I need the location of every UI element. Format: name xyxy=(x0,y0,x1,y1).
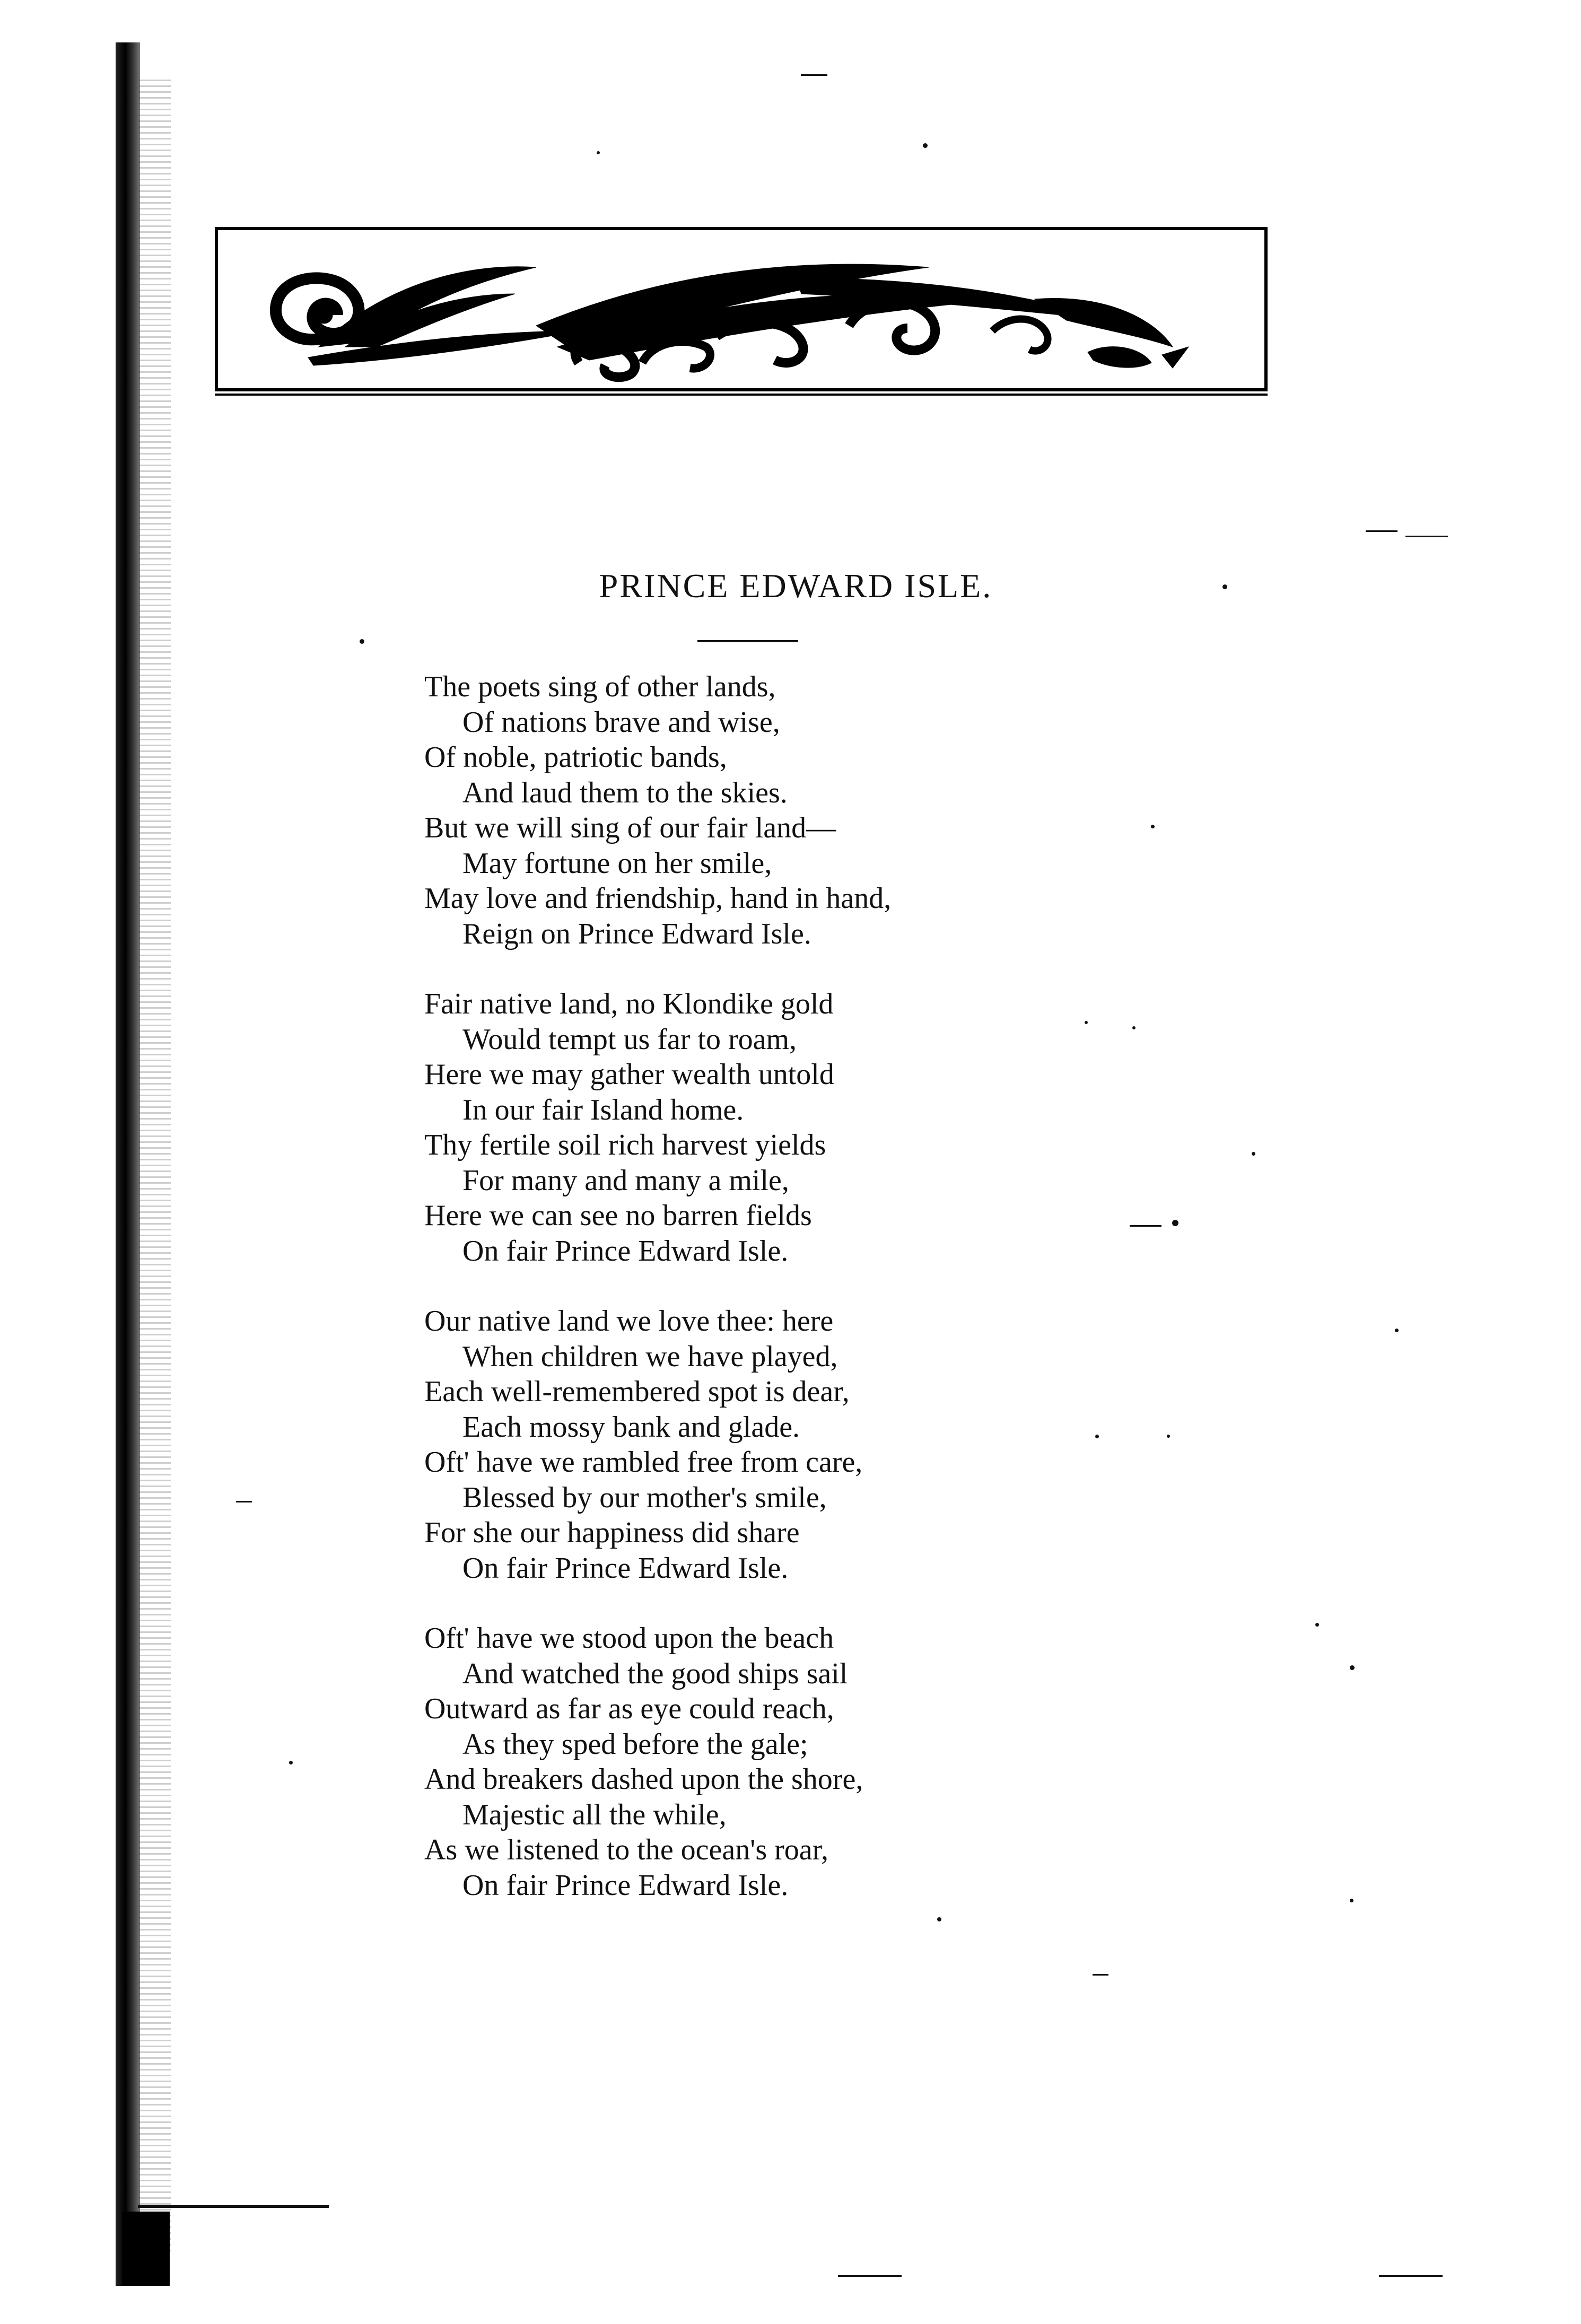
bottom-rule xyxy=(138,2205,329,2208)
binding-speckle xyxy=(139,80,171,2254)
scan-speck xyxy=(597,151,600,154)
scroll-flourish-icon xyxy=(239,241,1247,384)
poem-line: Blessed by our mother's smile, xyxy=(462,1481,827,1514)
scan-speck xyxy=(1132,1026,1135,1029)
binding-edge xyxy=(116,42,140,2286)
scan-speck xyxy=(937,1917,941,1921)
scan-speck xyxy=(1167,1435,1170,1438)
poem-line: Majestic all the while, xyxy=(462,1798,727,1831)
scan-speck xyxy=(1222,584,1227,589)
scan-speck xyxy=(1350,1665,1355,1670)
binding-foot xyxy=(122,2212,170,2286)
stanza xyxy=(424,1304,1114,1586)
title-rule xyxy=(697,640,798,642)
poem-line: Each well-remembered spot is dear, xyxy=(424,1375,850,1408)
poem-line: And watched the good ships sail xyxy=(462,1657,848,1690)
scan-mark xyxy=(838,2275,902,2277)
poem-line: May fortune on her smile, xyxy=(462,846,772,880)
poem-line: May love and friendship, hand in hand, xyxy=(424,882,892,915)
poem-line: Would tempt us far to roam, xyxy=(462,1023,797,1056)
poem-line: As they sped before the gale; xyxy=(462,1727,808,1761)
poem-title: PRINCE EDWARD ISLE. xyxy=(599,567,993,605)
scan-speck xyxy=(360,639,364,644)
poem-line: In our fair Island home. xyxy=(462,1093,744,1126)
poem-line: For she our happiness did share xyxy=(424,1516,800,1549)
poem-line: Here we can see no barren fields xyxy=(424,1199,812,1232)
stanza xyxy=(424,1621,1114,1903)
scan-speck xyxy=(923,143,928,148)
scan-speck xyxy=(1151,825,1155,828)
poem-line: Here we may gather wealth untold xyxy=(424,1058,834,1091)
ornament-underline xyxy=(215,394,1268,396)
scan-speck xyxy=(1095,1435,1099,1438)
poem-line: Reign on Prince Edward Isle. xyxy=(462,917,811,950)
poem-line: Oft' have we stood upon the beach xyxy=(424,1622,834,1655)
scan-speck xyxy=(289,1761,293,1764)
scan-mark xyxy=(1366,530,1397,532)
stanza xyxy=(424,986,1114,1269)
scan-mark xyxy=(1093,1974,1108,1976)
poem-line: And breakers dashed upon the shore, xyxy=(424,1763,863,1796)
poem-line: Fair native land, no Klondike gold xyxy=(424,988,834,1020)
scan-speck xyxy=(1172,1220,1178,1226)
poem-line: Outward as far as eye could reach, xyxy=(424,1692,834,1725)
scan-mark xyxy=(801,74,827,76)
poem-line: Of nations brave and wise, xyxy=(462,705,780,739)
poem-line: On fair Prince Edward Isle. xyxy=(462,1868,789,1902)
poem-line: For many and many a mile, xyxy=(462,1164,789,1197)
scan-speck xyxy=(1395,1329,1399,1332)
scan-mark xyxy=(236,1501,252,1502)
poem-line: Thy fertile soil rich harvest yields xyxy=(424,1129,826,1161)
scan-mark xyxy=(1405,536,1448,537)
poem-line: When children we have played, xyxy=(462,1340,838,1373)
poem-body xyxy=(424,669,1114,1938)
ornament-frame xyxy=(215,227,1268,391)
stanza xyxy=(424,669,1114,951)
scan-speck xyxy=(1350,1899,1353,1902)
scan-mark xyxy=(1130,1225,1161,1227)
poem-line: Our native land we love thee: here xyxy=(424,1305,834,1338)
scan-speck xyxy=(1252,1152,1255,1156)
poem-line: The poets sing of other lands, xyxy=(424,670,776,703)
poem-line: Each mossy bank and glade. xyxy=(462,1410,800,1444)
poem-line: On fair Prince Edward Isle. xyxy=(462,1551,789,1585)
scan-mark xyxy=(1379,2275,1443,2277)
poem-line: As we listened to the ocean's roar, xyxy=(424,1833,829,1866)
scan-speck xyxy=(1085,1021,1088,1024)
poem-line: Of noble, patriotic bands, xyxy=(424,741,727,774)
scan-speck xyxy=(1315,1623,1319,1627)
poem-line: On fair Prince Edward Isle. xyxy=(462,1234,789,1268)
poem-line: But we will sing of our fair land— xyxy=(424,811,836,844)
poem-line: Oft' have we rambled free from care, xyxy=(424,1446,863,1479)
poem-line: And laud them to the skies. xyxy=(462,776,788,809)
